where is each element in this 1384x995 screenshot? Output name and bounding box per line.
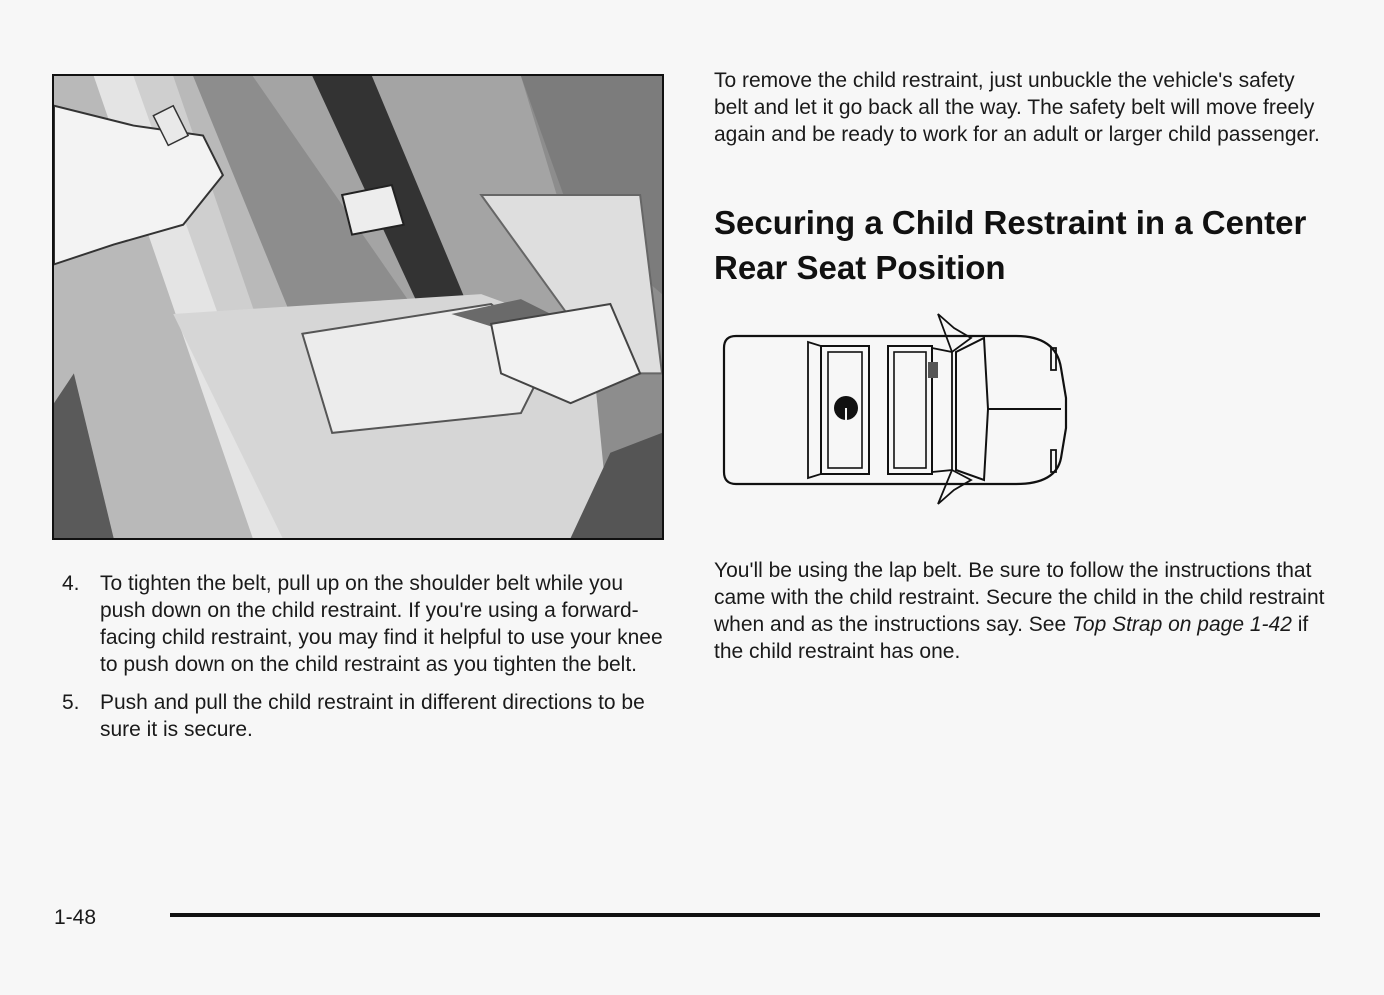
top-strap-reference-link[interactable]: Top Strap on page 1-42 [1071,613,1292,636]
child-restraint-photo [52,74,664,540]
removal-paragraph: To remove the child restraint, just unbuckle the vehicle's safety belt and let it go back all the way. The safety belt will move freely again and be ready to work for an adult or larger child passenger. [714,69,1320,146]
center-rear-seat-diagram [716,308,1072,508]
section-heading: Securing a Child Restraint in a Center Rear Seat Position [714,204,1307,286]
body-text-before: You'll be using the lap belt. Be sure to follow the instructions that came with the child restraint. Secure the child in the child restraint when and as the instructions say. See [714,559,1325,636]
center-seat-paragraph [714,557,1326,665]
car-top-view-icon [716,308,1072,508]
page-number: 1-48 [54,906,97,929]
step-number: 5. [62,691,80,714]
step-text: Push and pull the child restraint in different directions to be sure it is secure. [100,691,645,741]
step-text: To tighten the belt, pull up on the shoulder belt while you push down on the child restraint. If you're using a forward-facing child restraint, you may find it helpful to use your knee to push down on the child restraint as you tighten the belt. [100,572,663,676]
body-text-after: if the child restraint has one. [714,613,1309,663]
step-item [62,689,672,743]
step-item [62,570,672,678]
footer-divider [170,913,1320,917]
instruction-steps [62,570,672,754]
child-restraint-illustration [54,76,662,538]
step-number: 4. [62,572,80,595]
